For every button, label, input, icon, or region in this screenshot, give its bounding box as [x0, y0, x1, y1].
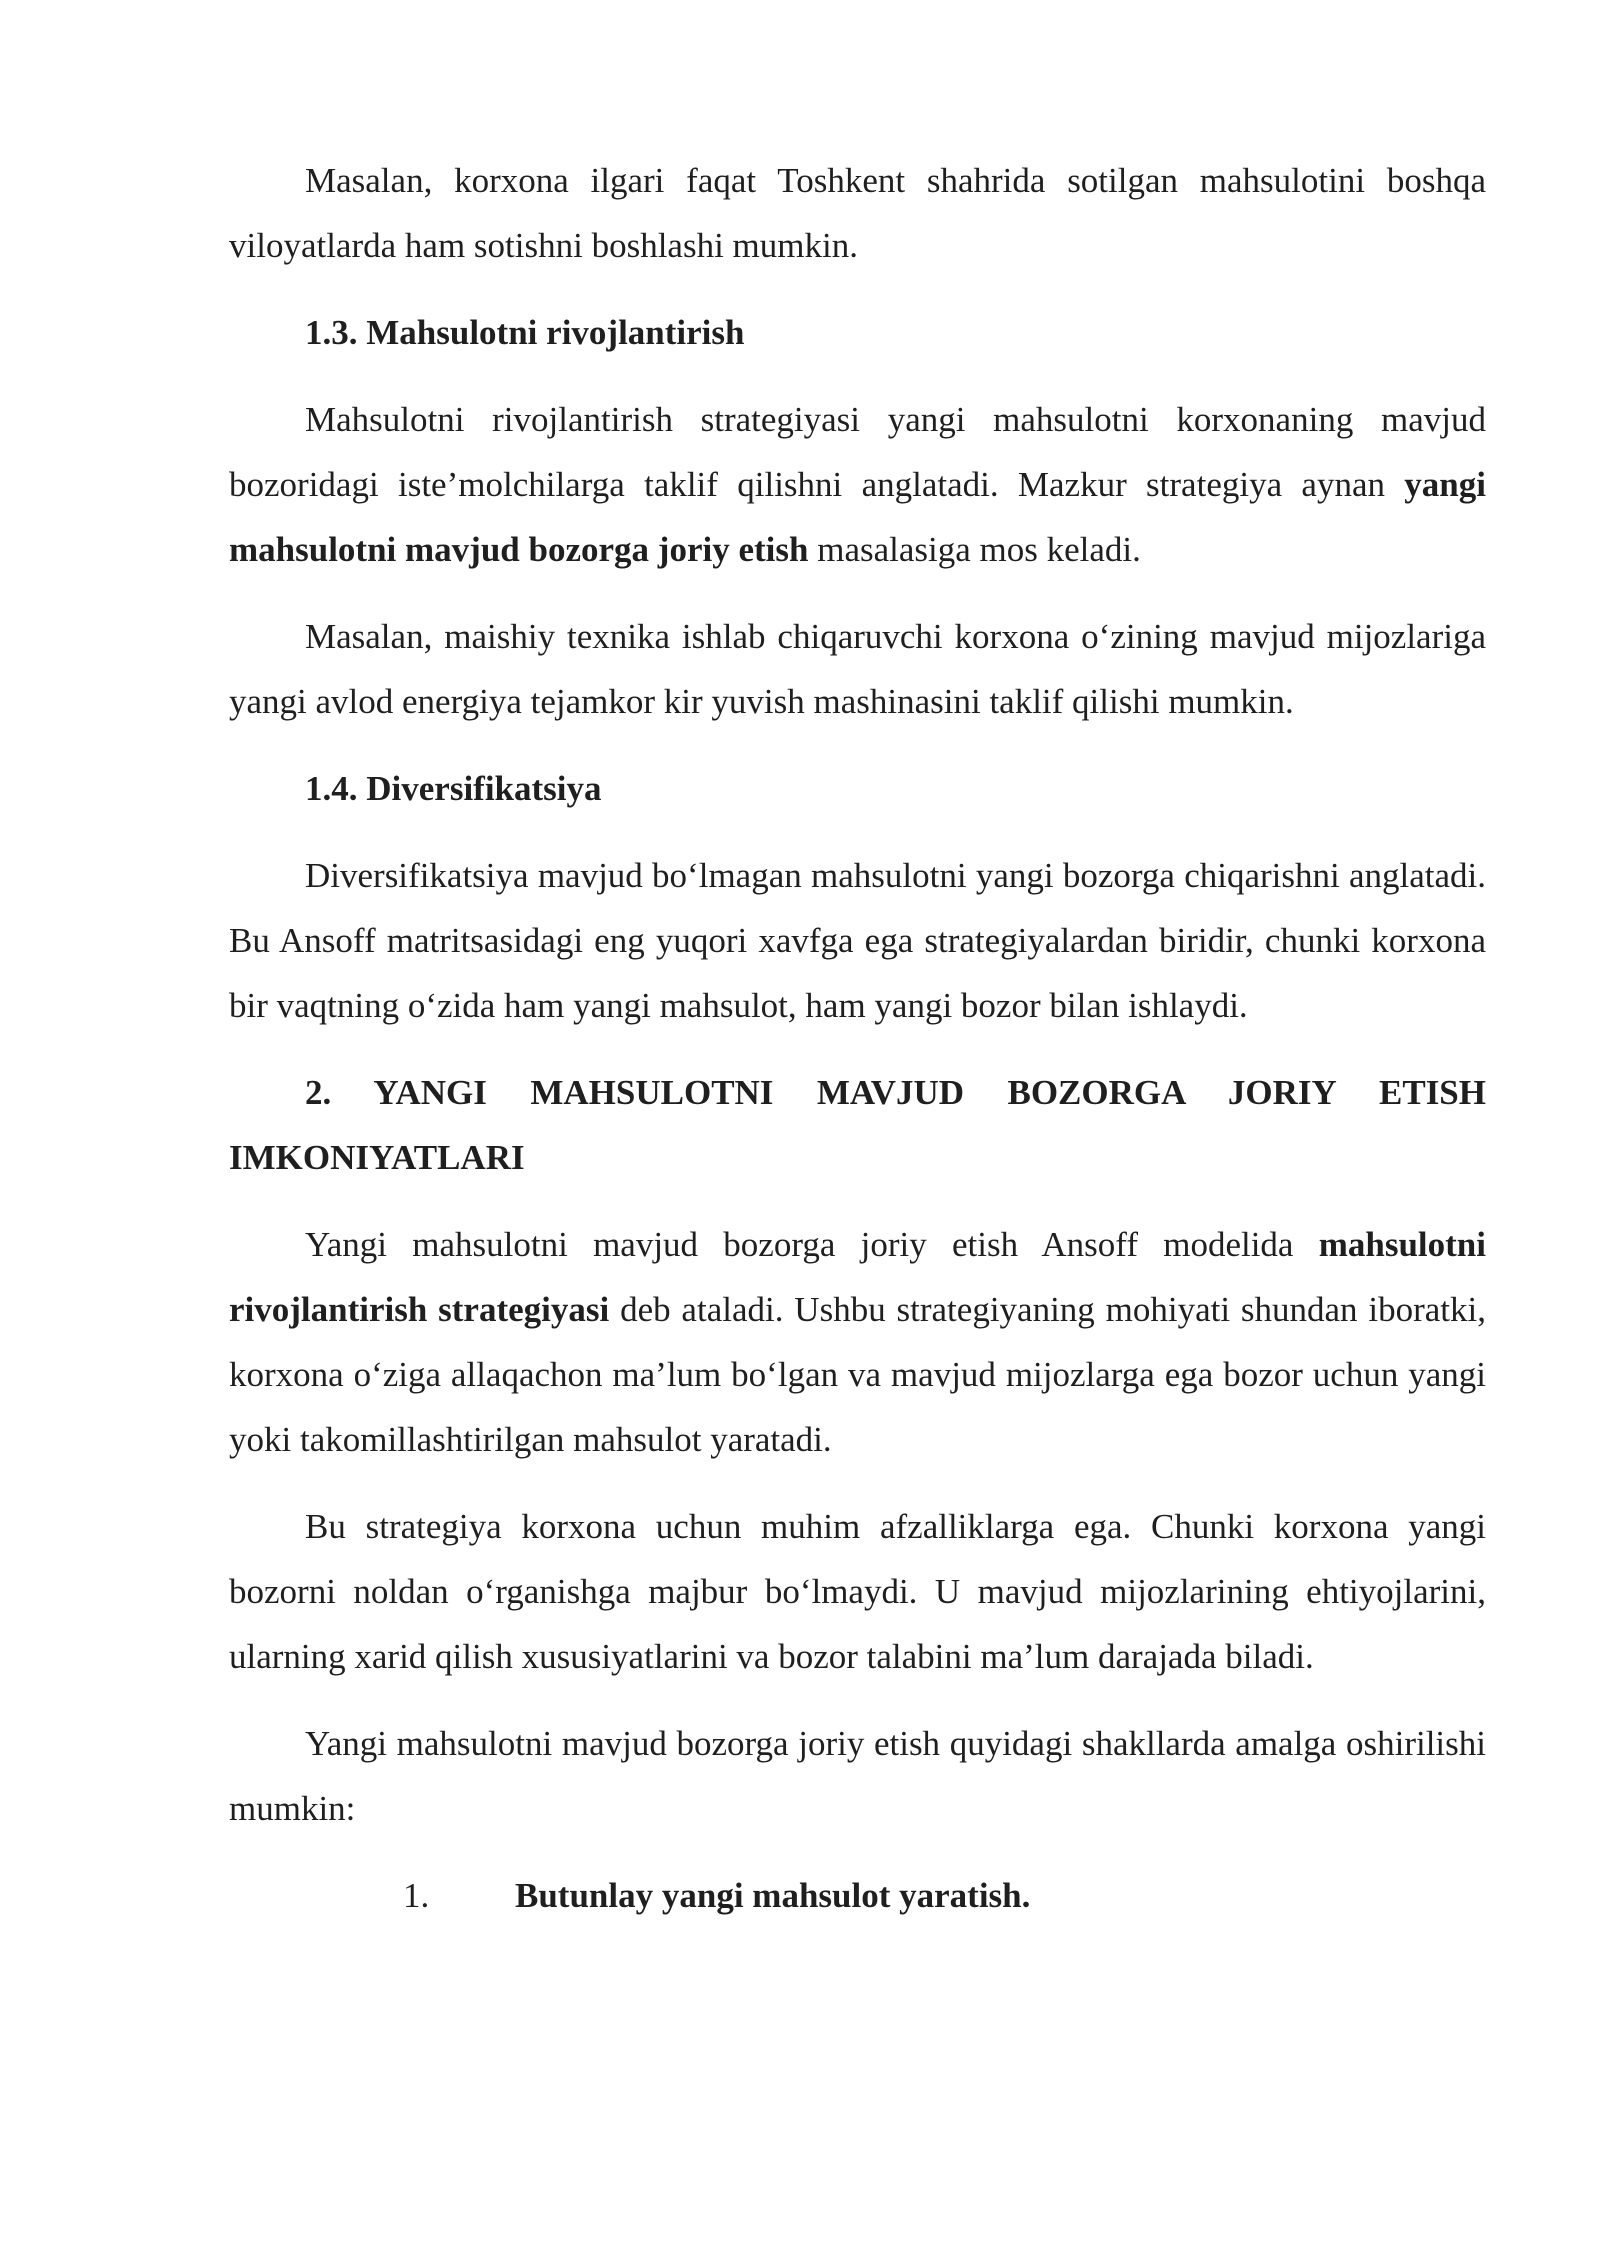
- paragraph-ansoff-model: [229, 1212, 1486, 1472]
- paragraph-forms-intro: Yangi mahsulotni mavjud bozorga joriy etish quyidagi shakllarda amalga oshirilishi mumkin:: [229, 1724, 1486, 1828]
- bold-phrase: yangi mahsulotni mavjud bozorga joriy etish: [229, 465, 1486, 569]
- paragraph-text: deb ataladi. Ushbu strategiyaning mohiyati shundan iboratki, korxona o‘ziga allaqachon ma’lum bo‘lgan va mavjud mijozlarga ega bozor uchun yangi yoki takomillashtirilgan mahsulot yaratadi.: [229, 1290, 1486, 1459]
- paragraph-text: Yangi mahsulotni mavjud bozorga joriy etish Ansoff modelida: [305, 1225, 1319, 1264]
- section-heading-1-4: 1.4. Diversifikatsiya: [305, 769, 602, 808]
- list-item-number: 1.: [403, 1876, 430, 1915]
- paragraph-text: masalasiga mos keladi.: [808, 530, 1141, 569]
- section-heading-1-3: 1.3. Mahsulotni rivojlantirish: [305, 313, 745, 352]
- paragraph-example-appliance: Masalan, maishiy texnika ishlab chiqaruvchi korxona o‘zining mavjud mijozlariga yangi avlod energiya tejamkor kir yuvish mashinasini taklif qilishi mumkin.: [229, 617, 1486, 721]
- paragraph-diversification: Diversifikatsiya mavjud bo‘lmagan mahsulotni yangi bozorga chiqarishni anglatadi. Bu Ansoff matritsasidagi eng yuqori xavfga ega strategiyalardan biridir, chunki korxona bir vaqtning o‘zida ham yangi mahsulot, ham yangi bozor bilan ishlaydi.: [229, 856, 1486, 1025]
- paragraph-example-regions: Masalan, korxona ilgari faqat Toshkent shahrida sotilgan mahsulotini boshqa viloyatlarda ham sotishni boshlashi mumkin.: [229, 161, 1486, 265]
- section-heading-2: 2. YANGI MAHSULOTNI MAVJUD BOZORGA JORIY ETISH IMKONIYATLARI: [229, 1073, 1486, 1177]
- paragraph-advantages: Bu strategiya korxona uchun muhim afzalliklarga ega. Chunki korxona yangi bozorni noldan o‘rganishga majbur bo‘lmaydi. U mavjud mijozlarining ehtiyojlarini, ularning xarid qilish xususiyatlarini va bozor talabini ma’lum darajada biladi.: [229, 1507, 1486, 1676]
- document-body: [229, 148, 1486, 1928]
- bold-phrase: mahsulotni rivojlantirish strategiyasi: [229, 1225, 1486, 1329]
- list-item-text: Butunlay yangi mahsulot yaratish.: [515, 1876, 1031, 1915]
- paragraph-product-development: [229, 387, 1486, 582]
- list-item: [229, 1863, 1486, 1928]
- paragraph-text: Mahsulotni rivojlantirish strategiyasi yangi mahsulotni korxonaning mavjud bozoridagi iste’molchilarga taklif qilishni anglatadi. Mazkur strategiya aynan: [229, 400, 1486, 504]
